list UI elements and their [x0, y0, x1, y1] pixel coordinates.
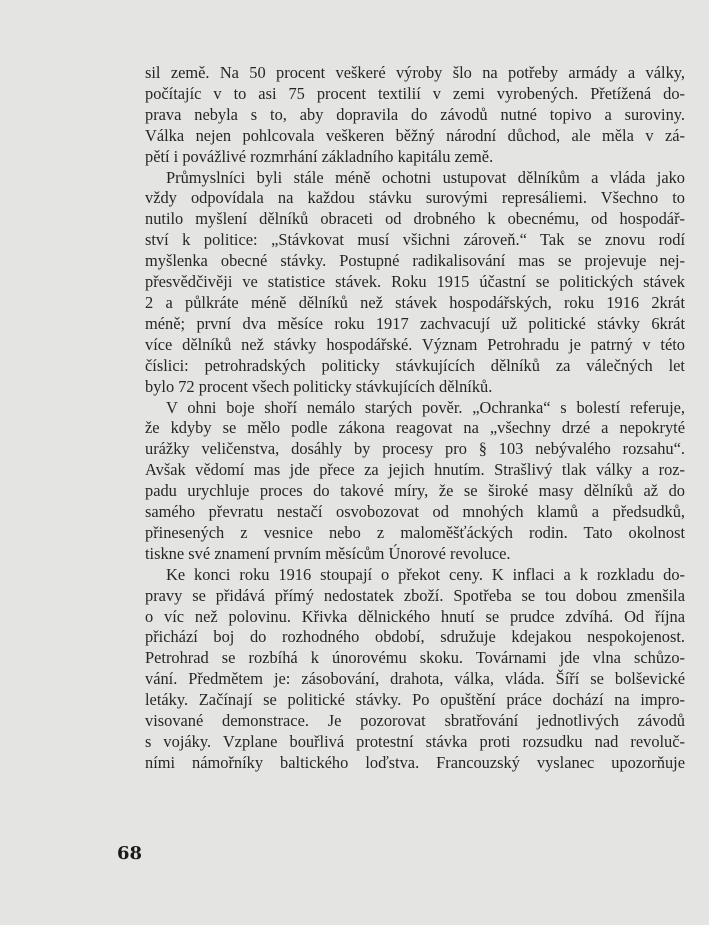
text-line: více dělníků než stávky hospodářské. Význam Petrohradu je patrný v této [145, 334, 685, 354]
text-line: o víc než polovinu. Křivka dělnického hnutí se prudce zdvíhá. Od října [145, 606, 685, 626]
text-line: číslici: petrohradských politicky stávkujících dělníků za válečných let [145, 355, 685, 375]
text-line: V ohni boje shoří nemálo starých pověr. „Ochranka“ s bolestí referuje, [166, 397, 685, 417]
text-line: méně; první dva měsíce roku 1917 zachvacují už politické stávky 6krát [145, 313, 685, 333]
text-line: letáky. Začínají se politické stávky. Po opuštění práce dochází na impro- [145, 690, 685, 710]
text-line: ními námořníky baltického loďstva. Francouzský vyslanec upozorňuje [145, 752, 685, 772]
text-line: s vojáky. Vzplane bouřlivá protestní stávka proti rozsudku nad revoluč- [145, 732, 685, 751]
text-line: sil země. Na 50 procent veškeré výroby šlo na potřeby armády a války, [145, 63, 685, 82]
text-line: samého převratu nestačí osvobozovat od mnohých klamů a předsudků, [145, 502, 685, 522]
text-line: urážky veličenstva, dosáhly by procesy pro § 103 nebývalého rozsahu“. [145, 439, 685, 459]
text-line: přinesených z vesnice nebo z maloměšťáckých rodin. Tato okolnost [145, 522, 685, 542]
text-line: Petrohrad se rozbíhá k únorovému skoku. Továrnami jde vlna schůzo- [145, 648, 685, 668]
text-line: že kdyby se mělo podle zákona reagovat na „všechny drzé a nepokryté [145, 418, 685, 438]
page-number: 68 [117, 843, 143, 864]
text-line: počítajíc v to asi 75 procent textilií v zemi vyrobených. Přetížená do- [145, 83, 685, 103]
text-line: myšlenka obecné stávky. Postupné radikalisování mas se projevuje nej- [145, 251, 685, 271]
text-line: bylo 72 procent všech politicky stávkujících dělníků. [145, 376, 493, 396]
text-line: ství k politice: „Stávkovat musí všichni zároveň.“ Tak se znovu rodí [145, 230, 685, 250]
text-line: tiskne své znamení prvním měsícům Únorové revoluce. [145, 543, 511, 563]
text-line: prava nebyla s to, aby dopravila do závodů nutné topivo a suroviny. [145, 104, 685, 124]
body-text [145, 63, 685, 774]
text-line: 2 a půlkráte méně dělníků než stávek hospodářských, roku 1916 2krát [145, 292, 685, 312]
text-line: vždy odpovídala na každou stávku surovými represáliemi. Všechno to [145, 188, 685, 208]
text-line: přesvědčivěji ve statistice stávek. Roku 1915 účastní se politických stávek [145, 272, 685, 292]
text-line: visované demonstrace. Je pozorovat sbratřování jednotlivých závodů [145, 711, 685, 731]
text-line: přichází boj do rozhodného období, sdružuje kdejakou nespokojenost. [145, 627, 685, 647]
text-line: pětí i povážlivé rozmrhání základního kapitálu země. [145, 146, 494, 166]
text-line: Průmyslníci byli stále méně ochotni ustupovat dělníkům a vláda jako [166, 167, 685, 187]
text-line: Válka nejen pohlcovala veškeren běžný národní důchod, ale měla v zá- [145, 125, 685, 145]
paragraph [145, 168, 685, 398]
text-line: Ke konci roku 1916 stoupají o překot ceny. K inflaci a k rozkladu do- [166, 564, 685, 584]
paragraph [145, 565, 685, 774]
text-line: Avšak vědomí mas jde přece za jejich hnutím. Strašlivý tlak války a roz- [145, 460, 685, 480]
text-line: pravy se přidává přímý nedostatek zboží. Spotřeba se tou dobou zmenšila [145, 585, 685, 605]
text-line: nutilo myšlení dělníků obraceti od drobného k obecnému, od hospodář- [145, 209, 685, 229]
text-line: vání. Předmětem je: zásobování, drahota, válka, vláda. Šíří se bolševické [145, 669, 685, 689]
paragraph [145, 63, 685, 168]
paragraph [145, 398, 685, 565]
text-line: padu urychluje proces do takové míry, že se široké masy dělníků až do [145, 481, 685, 501]
